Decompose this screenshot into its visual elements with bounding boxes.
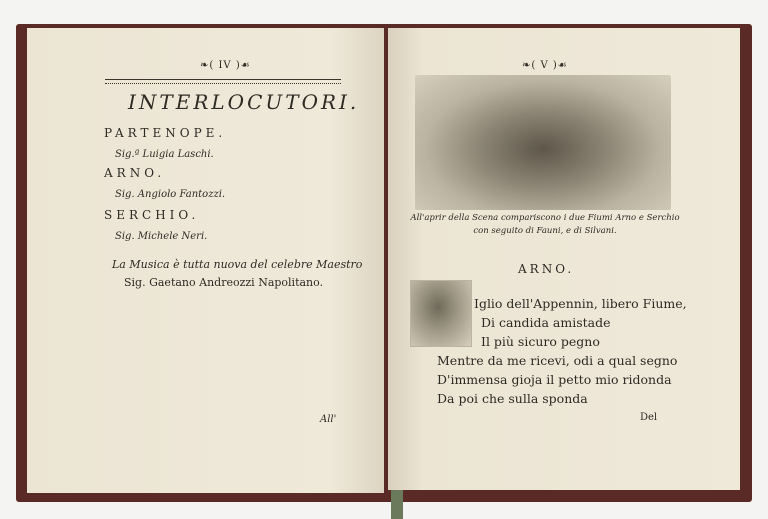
page-number-text: V	[540, 60, 549, 71]
verse-line: Iglio dell'Appennin, libero Fiume,	[474, 296, 687, 311]
character-role: PARTENOPE.	[104, 126, 227, 140]
character-role: SERCHIO.	[104, 208, 200, 222]
music-note-line1: La Musica è tutta nuova del celebre Maestro	[112, 258, 363, 271]
music-note-line2: Sig. Gaetano Andreozzi Napolitano.	[124, 276, 324, 289]
verse-line: Da poi che sulla sponda	[437, 391, 588, 406]
ornamental-rule	[105, 79, 341, 84]
page-number-left: ❧( IV )☙	[200, 60, 251, 71]
character-singer: Sig. Angiolo Fantozzi.	[115, 189, 226, 200]
character-singer: Sig.ª Luigia Laschi.	[115, 149, 214, 160]
page-number-text: IV	[218, 60, 232, 71]
verse-line: Mentre da me ricevi, odi a qual segno	[437, 353, 678, 368]
verse-line: Il più sicuro pegno	[481, 334, 600, 349]
bookmark-ribbon	[391, 490, 403, 519]
catchword-right: Del	[640, 412, 658, 423]
verse-line: Di candida amistade	[481, 315, 611, 330]
decorated-initial-f	[410, 280, 472, 347]
scene-caption-line2: con seguito di Fauni, e di Silvani.	[473, 226, 617, 236]
character-role: ARNO.	[104, 166, 166, 180]
catchword-left: All'	[320, 414, 337, 425]
scene-caption-line1: All'aprir della Scena compariscono i due Fiumi Arno e Serchio	[410, 213, 680, 223]
verse-line: D'immensa gioja il petto mio ridonda	[437, 372, 672, 387]
page-title: INTERLOCUTORI.	[128, 90, 360, 114]
page-number-right: ❧( V )☙	[522, 60, 568, 71]
character-singer: Sig. Michele Neri.	[115, 231, 208, 242]
engraving-illustration	[415, 75, 671, 210]
speaker-name: ARNO.	[518, 262, 575, 276]
